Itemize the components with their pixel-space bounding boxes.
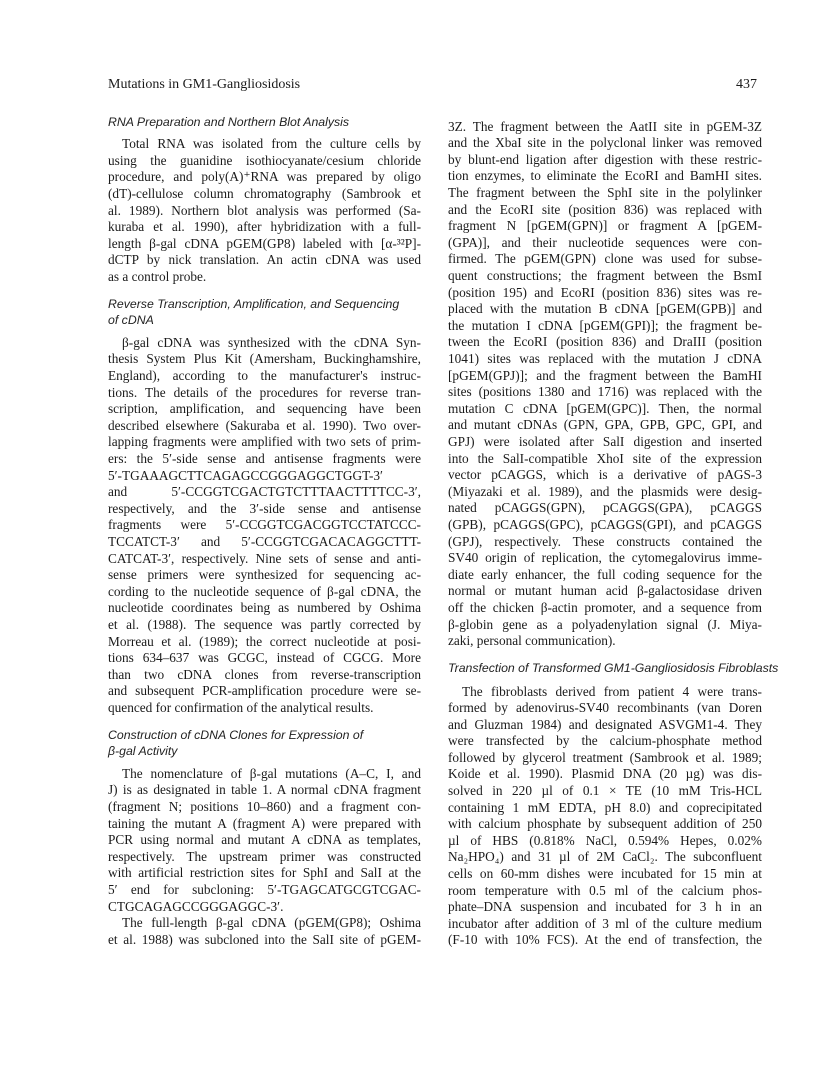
paragraph-line: firmed. The pGEM(GPN) clone was used for subse- — [448, 251, 762, 267]
section-heading — [448, 660, 779, 677]
paragraph-line: µl of HBS (0.818% NaCl, 0.594% Hepes, 0.02% — [448, 832, 762, 848]
paragraph-line: (GPA)], and their nucleotide sequences were con- — [448, 234, 762, 250]
paragraph-line: formed by adenovirus-SV40 recombinants (van Doren — [448, 700, 762, 716]
paragraph-line: Na₂HPO₄) and 31 µl of 2M CaCl₂. The subconfluent — [448, 849, 762, 865]
body-text-block — [448, 684, 762, 950]
paragraph-line: et al. 1988) was subcloned into the SalI site of pGEM- — [108, 931, 421, 947]
paragraph-line: with calcium phosphate by subsequent addition of 250 — [448, 816, 762, 832]
paragraph-line: cells on 60-mm dishes were incubated for 15 min at — [448, 866, 762, 882]
paragraph-line: Koide et al. 1990). Plasmid DNA (20 µg) was dis- — [448, 766, 762, 782]
paragraph-line: 1041) sites was replaced with the mutation J cDNA — [448, 351, 762, 366]
paragraph-line: CATCAT-3′, respectively. Nine sets of sense and anti- — [108, 550, 421, 566]
section-heading-line: RNA Preparation and Northern Blot Analysis — [108, 115, 350, 129]
paragraph-line: fragment N [pGEM(GPN)] or fragment A [pGEM- — [448, 218, 762, 234]
paragraph-line: tion enzymes, to eliminate the EcoRI and BamHI sites. — [448, 168, 762, 184]
paragraph-line: and subsequent PCR-amplification procedure were se- — [108, 683, 421, 699]
paragraph-line: followed by glycerol treatment (Sambrook et al. 1989; — [448, 749, 762, 765]
paragraph-line: GPJ) were isolated after SalI digestion and inserted — [448, 433, 762, 449]
paragraph-line: fragments were 5′-CCGGTCGACGGTCCTATCCC- — [108, 517, 421, 533]
paragraph-line: solved in 220 µl of 0.1 × TE (10 mM Tris-HCL — [448, 783, 762, 799]
paragraph-line: and Gluzman 1984) and designated ASVGM1-4. They — [448, 716, 762, 732]
paragraph-line: diate early enhancer, the full coding sequence for the — [448, 566, 762, 582]
paragraph-line: quenced for confirmation of the analytical results. — [108, 699, 374, 715]
paragraph-line: (F-10 with 10% FCS). At the end of transfection, the — [448, 932, 762, 948]
paragraph-line: et al. (1988). The sequence was partly corrected by — [108, 616, 421, 632]
paragraph-line: and the XbaI site in the polyclonal linker was removed — [448, 135, 762, 151]
paragraph-line: Morreau et al. (1989); the correct nucleotide at posi- — [108, 633, 421, 649]
paragraph-line: 5′-TGAAAGCTTCAGAGCCGGGAGGCTGGT-3′ — [108, 467, 383, 483]
paragraph-line: nated pCAGGS(GPN), pCAGGS(GPA), pCAGGS — [448, 500, 762, 516]
paragraph-line: sites (positions 1380 and 1716) was replaced with the — [448, 384, 762, 400]
paragraph-line: by blunt-end ligation after digestion with these restric- — [448, 151, 762, 167]
paragraph-line: 5′ end for subcloning: 5′-TGAGCATGCGTCGAC- — [108, 882, 421, 898]
paragraph-line: procedure, and poly(A)⁺RNA was prepared by oligo — [108, 169, 421, 185]
paragraph-line: Total RNA was isolated from the culture cells by — [122, 136, 421, 152]
paragraph-line: tions 634–637 was GCGC, instead of CGCG. More — [108, 650, 421, 666]
paragraph-line: (GPJ), respectively. These constructs contained the — [448, 533, 762, 549]
paragraph-line: The fibroblasts derived from patient 4 were trans- — [462, 683, 762, 699]
paragraph-line: lapping fragments were amplified with two sets of prim- — [108, 434, 421, 450]
paragraph-line: zaki, personal communication). — [448, 633, 616, 649]
paragraph-line: were transfected by the calcium-phosphate method — [448, 733, 762, 749]
paragraph-line: 3Z. The fragment between the AatII site in pGEM-3Z — [448, 118, 762, 134]
paragraph-line: into the SalI-compatible XhoI site of the expression — [448, 450, 762, 466]
paragraph-line: J) is as designated in table 1. A normal cDNA fragment — [108, 782, 421, 798]
paragraph-line: than two cDNA clones from reverse-transcription — [108, 666, 421, 682]
body-text-block — [108, 136, 421, 285]
paragraph-line: incubator after addition of 3 ml of the culture medium — [448, 915, 762, 931]
section-heading-line: of cDNA — [108, 312, 154, 327]
paragraph-line: respectively, and the 3′-side sense and antisense — [108, 500, 421, 516]
paragraph-line: taining the mutant A (fragment A) were prepared with — [108, 815, 421, 831]
paragraph-line: using the guanidine isothiocyanate/cesium chloride — [108, 152, 421, 168]
running-title: Mutations in GM1-Gangliosidosis — [108, 77, 301, 92]
paragraph-line: off the chicken β-actin promoter, and a sequence from — [448, 599, 762, 615]
paragraph-line: The full-length β-gal cDNA (pGEM(GP8); Oshima — [122, 915, 421, 931]
paragraph-line: SV40 origin of replication, the cytomegalovirus imme- — [448, 550, 762, 566]
paragraph-line: dCTP by nick translation. An actin cDNA was used — [108, 252, 421, 268]
paragraph-line: England), according to the manufacturer's instruc- — [108, 368, 421, 384]
paragraph-line: The nomenclature of β-gal mutations (A–C, I, and — [122, 765, 421, 781]
paragraph-line: ers: the 5′-side sense and antisense fragments were — [108, 451, 421, 467]
paragraph-line: as a control probe. — [108, 269, 207, 285]
paragraph-line: nucleotide coordinates being as numbered by Oshima — [108, 600, 421, 616]
paragraph-line: kuraba et al. 1990), after hybridization with a full- — [108, 219, 421, 235]
section-heading — [108, 297, 421, 328]
paragraph-line: the mutation I cDNA [pGEM(GPI)]; the fragment be- — [448, 317, 762, 333]
paragraph-line: β-gal cDNA was synthesized with the cDNA Syn- — [122, 334, 421, 350]
section-heading — [108, 115, 421, 131]
paragraph-line: and the EcoRI site (position 836) was replaced with — [448, 201, 762, 217]
paragraph-line: tions. The details of the procedures for reverse tran- — [108, 384, 421, 400]
paragraph-line: (position 195) and EcoRI (position 836) sites was re- — [448, 284, 762, 300]
paragraph-line: and mutant cDNAs (GPN, GPA, GPB, GPC, GPI, and — [448, 417, 762, 433]
paragraph-line: thesis System Plus Kit (Amersham, Buckinghamshire, — [108, 351, 421, 367]
paragraph-line: mutation C cDNA [pGEM(GPC)]. Then, the normal — [448, 400, 762, 416]
paragraph-line: normal or mutant human acid β-galactosidase driven — [448, 583, 762, 599]
paragraph-line: vector pCAGGS, which is a derivative of pAGS-3 — [448, 467, 762, 483]
paragraph-line: The fragment between the SphI site in the polylinker — [448, 185, 762, 201]
body-text-block — [108, 335, 421, 717]
paragraph-line: [pGEM(GPJ)]; and the fragment between the BamHI — [448, 367, 762, 383]
paragraph-line: containing 1 mM EDTA, pH 8.0) and coprecipitated — [448, 799, 762, 815]
paragraph-line: with artificial restriction sites for SphI and SalI at the — [108, 865, 421, 881]
paragraph-line: (Miyazaki et al. 1989), and the plasmids were desig- — [448, 483, 762, 499]
paragraph-line: TCCATCT-3′ and 5′-CCGGTCGACACAGGCTTT- — [108, 534, 421, 550]
paragraph-line: respectively. The upstream primer was constructed — [108, 848, 421, 864]
body-text-block — [108, 766, 421, 949]
section-heading-line: Reverse Transcription, Amplification, and Sequencing — [108, 297, 400, 312]
paragraph-line: described elsewhere (Sakuraba et al. 1990). Two over- — [108, 417, 421, 433]
section-heading-line: Construction of cDNA Clones for Expression of — [108, 728, 364, 743]
paragraph-line: placed with the mutation B cDNA [pGEM(GPB)] and — [448, 301, 762, 317]
section-heading-line: Transfection of Transformed GM1-Gangliosidosis Fibroblasts — [448, 660, 779, 675]
paragraph-line: sense primers were synthesized for sequencing ac- — [108, 567, 421, 583]
page-number: 437 — [736, 77, 757, 92]
section-heading-line: β-gal Activity — [108, 743, 178, 758]
paragraph-line: cording to the nucleotide sequence of β-gal cDNA, the — [108, 583, 421, 599]
paragraph-line: al. 1989). Northern blot analysis was performed (Sa- — [108, 202, 421, 218]
paragraph-line: β-globin gene as a polyadenylation signal (J. Miya- — [448, 616, 762, 632]
paragraph-line: tween the EcoRI (position 836) and DraIII (position — [448, 334, 762, 350]
paragraph-line: (dT)-cellulose column chromatography (Sambrook et — [108, 186, 421, 202]
paragraph-line: quent constructions; the fragment between the BsmI — [448, 268, 762, 284]
paragraph-line: (fragment N; positions 10–860) and a fragment con- — [108, 799, 421, 815]
paragraph-line: length β-gal cDNA pGEM(GP8) labeled with [α-³²P]- — [108, 235, 421, 251]
paragraph-line: room temperature with 0.5 ml of the calcium phos- — [448, 882, 762, 898]
section-heading — [108, 728, 421, 759]
paragraph-line: CTGCAGAGCCGGGAGGC-3′. — [108, 898, 284, 914]
body-text-block — [448, 119, 762, 650]
paragraph-line: (GPB), pCAGGS(GPC), pCAGGS(GPI), and pCAGGS — [448, 516, 762, 532]
paragraph-line: and 5′-CCGGTCGACTGTCTTTAACTTTTCC-3′, — [108, 484, 421, 500]
paragraph-line: phate–DNA suspension and incubated for 3 h in an — [448, 899, 762, 915]
paragraph-line: scription, amplification, and sequencing have been — [108, 401, 421, 417]
paragraph-line: PCR using normal and mutant A cDNA as templates, — [108, 832, 421, 848]
